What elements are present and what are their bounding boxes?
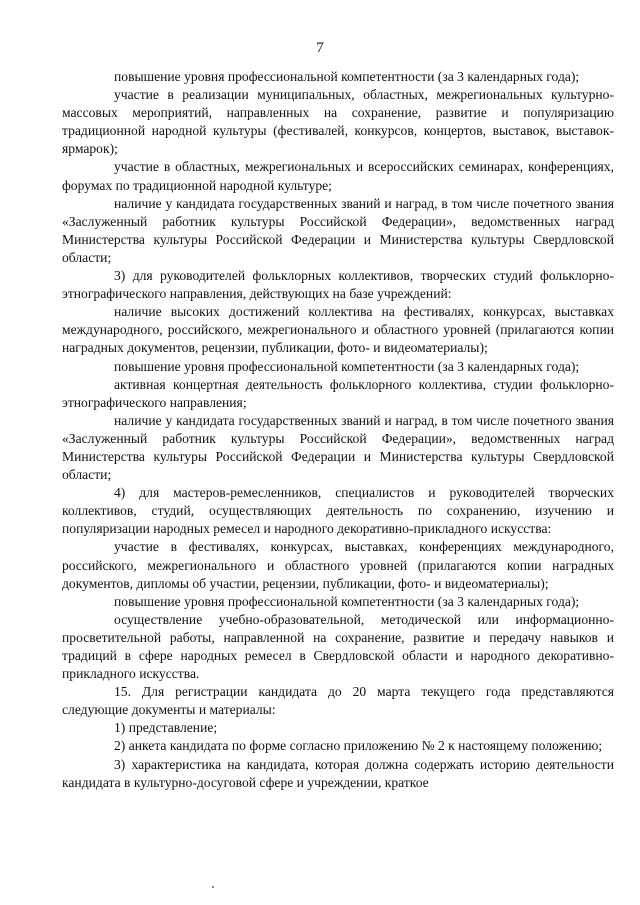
paragraph: наличие у кандидата государственных званий и наград, в том числе почетного звания «Заслуженный работник культуры Российской Федерации», ведомственных наград Министерства культуры Российской Федерации и Министерства культуры Свердловской области; — [62, 412, 614, 483]
paragraph: 3) для руководителей фольклорных коллективов, творческих студий фольклорно-этнографического направления, действующих на базе учреждений: — [62, 268, 614, 302]
page-number: 7 — [316, 40, 324, 56]
paragraph: 3) характеристика на кандидата, которая должна содержать историю деятельности кандидата в культурно-досуговой сфере и учреждении, краткое — [62, 756, 614, 790]
paragraph: наличие высоких достижений коллектива на фестивалях, конкурсах, выставках международного, российского, межрегионального и областного уровней (прилагаются копии наградных документов, рецензии, публикации, фото- и видеоматериалы); — [62, 304, 614, 356]
scan-speck — [212, 886, 214, 888]
paragraph: участие в областных, межрегиональных и всероссийских семинарах, конференциях, форумах по традиционной народной культуре; — [62, 159, 614, 193]
paragraph: наличие у кандидата государственных званий и наград, в том числе почетного звания «Заслуженный работник культуры Российской Федерации», ведомственных наград Министерства культуры Российской Федерации и Министерства культуры Свердловской области; — [62, 195, 614, 265]
paragraph: осуществление учебно-образовательной, методической или информационно-просветительной работы, направленной на сохранение, развитие и передачу навыков и традиций в сфере народных ремесел в Свердловской области и народного декоративно-прикладного искусства. — [62, 611, 614, 682]
paragraph: 15. Для регистрации кандидата до 20 марта текущего года представляются следующие документы и материалы: — [62, 684, 614, 718]
paragraph: 4) для мастеров-ремесленников, специалистов и руководителей творческих коллективов, студий, осуществляющих деятельность по сохранению, изучению и популяризации народных ремесел и народного декоративно-прикладного искусства: — [62, 485, 614, 537]
document-body — [62, 68, 614, 792]
paragraph: активная концертная деятельность фольклорного коллектива, студии фольклорно-этнографического направления; — [62, 376, 614, 410]
paragraph: повышение уровня профессиональной компетентности (за 3 календарных года); — [114, 593, 580, 609]
paragraph: участие в реализации муниципальных, областных, межрегиональных культурно-массовых мероприятий, направленных на сохранение, развитие и популяризацию традиционной народной культуры (фестивалей, конкурсов, концертов, выставок, выставок-ярмарок); — [62, 87, 614, 157]
paragraph: повышение уровня профессиональной компетентности (за 3 календарных года); — [114, 358, 580, 374]
paragraph: повышение уровня профессиональной компетентности (за 3 календарных года); — [114, 69, 580, 84]
paragraph: 1) представление; — [114, 720, 218, 736]
paragraph: участие в фестивалях, конкурсах, выставках, конференциях международного, российского, межрегионального и областного уровней (прилагаются копии наградных документов, дипломы об участии, рецензии, публикации, фото- и видеоматериалы); — [62, 539, 614, 591]
paragraph: 2) анкета кандидата по форме согласно приложению № 2 к настоящему положению; — [114, 738, 603, 754]
